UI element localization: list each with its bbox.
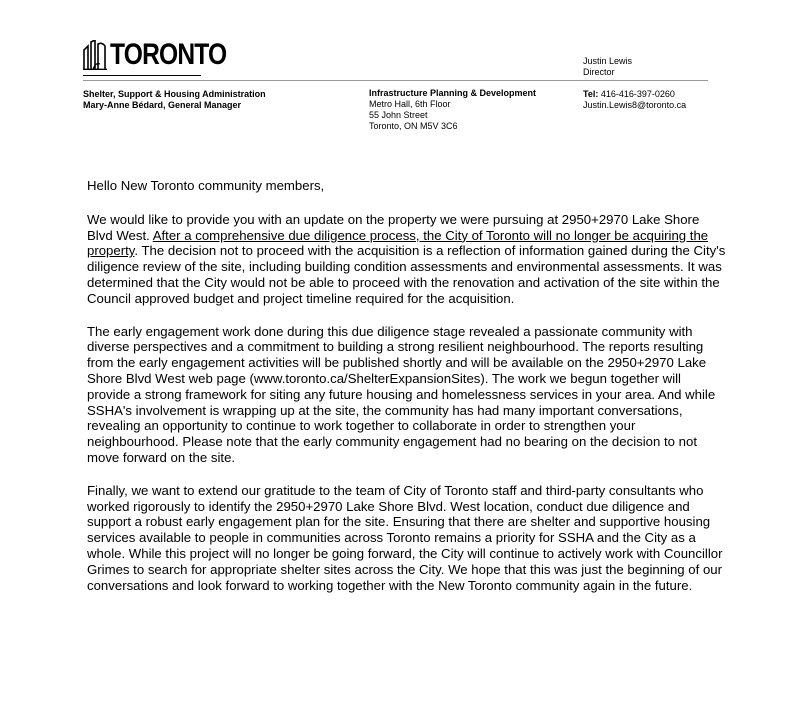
letter-paragraph-3: Finally, we want to extend our gratitude to the team of City of Toronto staff and third-party consultants who worked rigorously to identify the 2950+2970 Lake Shore Blvd. West location, conduct due diligence and support a robust early engagement plan for the site. Ensuring that there are shelter and supportive housing services available to people in communities across Toronto remains a priority for SSHA and the City as a whole. While this project will no longer be going forward, the City will continue to actively work with Councillor Grimes to search for appropriate shelter sites across the City. We hope that this was just the beginning of our conversations and look forward to working together with the New Toronto community again in the future.	[87, 482, 723, 593]
phone-label: Tel:	[583, 89, 599, 99]
city-hall-logo-icon	[83, 40, 107, 70]
department-name: Shelter, Support & Housing Administration	[83, 89, 266, 99]
paragraph-1-intro: We would like to provide you with an update on the property we were pursuing at 2950+2970 Lake Shore Blvd West.	[87, 211, 700, 243]
contact-block	[583, 89, 686, 111]
director-title: Director	[583, 67, 615, 77]
letter-paragraph-1	[87, 212, 727, 307]
logo-underline	[83, 75, 201, 76]
office-line-1: Metro Hall, 6th Floor	[369, 99, 451, 109]
department-manager: Mary-Anne Bédard, General Manager	[83, 100, 242, 110]
director-block	[583, 56, 632, 78]
office-line-3: Toronto, ON M5V 3C6	[369, 121, 458, 131]
director-name: Justin Lewis	[583, 56, 633, 66]
paragraph-1-underlined: After a comprehensive due diligence process, the City of Toronto will no longer be acquiring the property	[87, 227, 709, 259]
letter-greeting: Hello New Toronto community members,	[87, 178, 325, 193]
phone-number: 416-416-397-0260	[600, 89, 675, 99]
logo-wordmark: TORONTO	[110, 38, 227, 71]
letter-paragraph-2: The early engagement work done during this due diligence stage revealed a passionate community with diverse perspectives and a commitment to building a strong resilient neighbourhood. The reports resulting from the early engagement activities will be published shortly and will be available on the 2950+2970 Lake Shore Blvd West web page (www.toronto.ca/ShelterExpansionSites). The work we begun together will provide a strong framework for siting any future housing and homelessness services in your area. And while SSHA's involvement is wrapping up at the site, the community has had many important conversations, revealing an opportunity to continue to work together to collaborate in order to strengthen your neighbourhood. Please note that the early community engagement had no bearing on the decision to not move forward on the site.	[87, 323, 716, 465]
department-block	[83, 89, 266, 111]
email-address[interactable]: Justin.Lewis8@toronto.ca	[583, 100, 687, 110]
office-address-block	[369, 88, 536, 132]
phone-line	[583, 89, 686, 100]
header-divider	[83, 80, 708, 81]
office-department: Infrastructure Planning & Development	[369, 88, 537, 98]
city-logo	[83, 40, 252, 70]
office-line-2: 55 John Street	[369, 110, 428, 120]
paragraph-1-rest: . The decision not to proceed with the acquisition is a reflection of information gained during the City's diligence review of the site, including building condition assessments and environmental assessments. It was determined that the City would not be able to proceed with the renovation and activation of the site within the Council approved budget and project timeline required for the acquisition.	[87, 243, 726, 306]
letter-body	[87, 178, 727, 610]
